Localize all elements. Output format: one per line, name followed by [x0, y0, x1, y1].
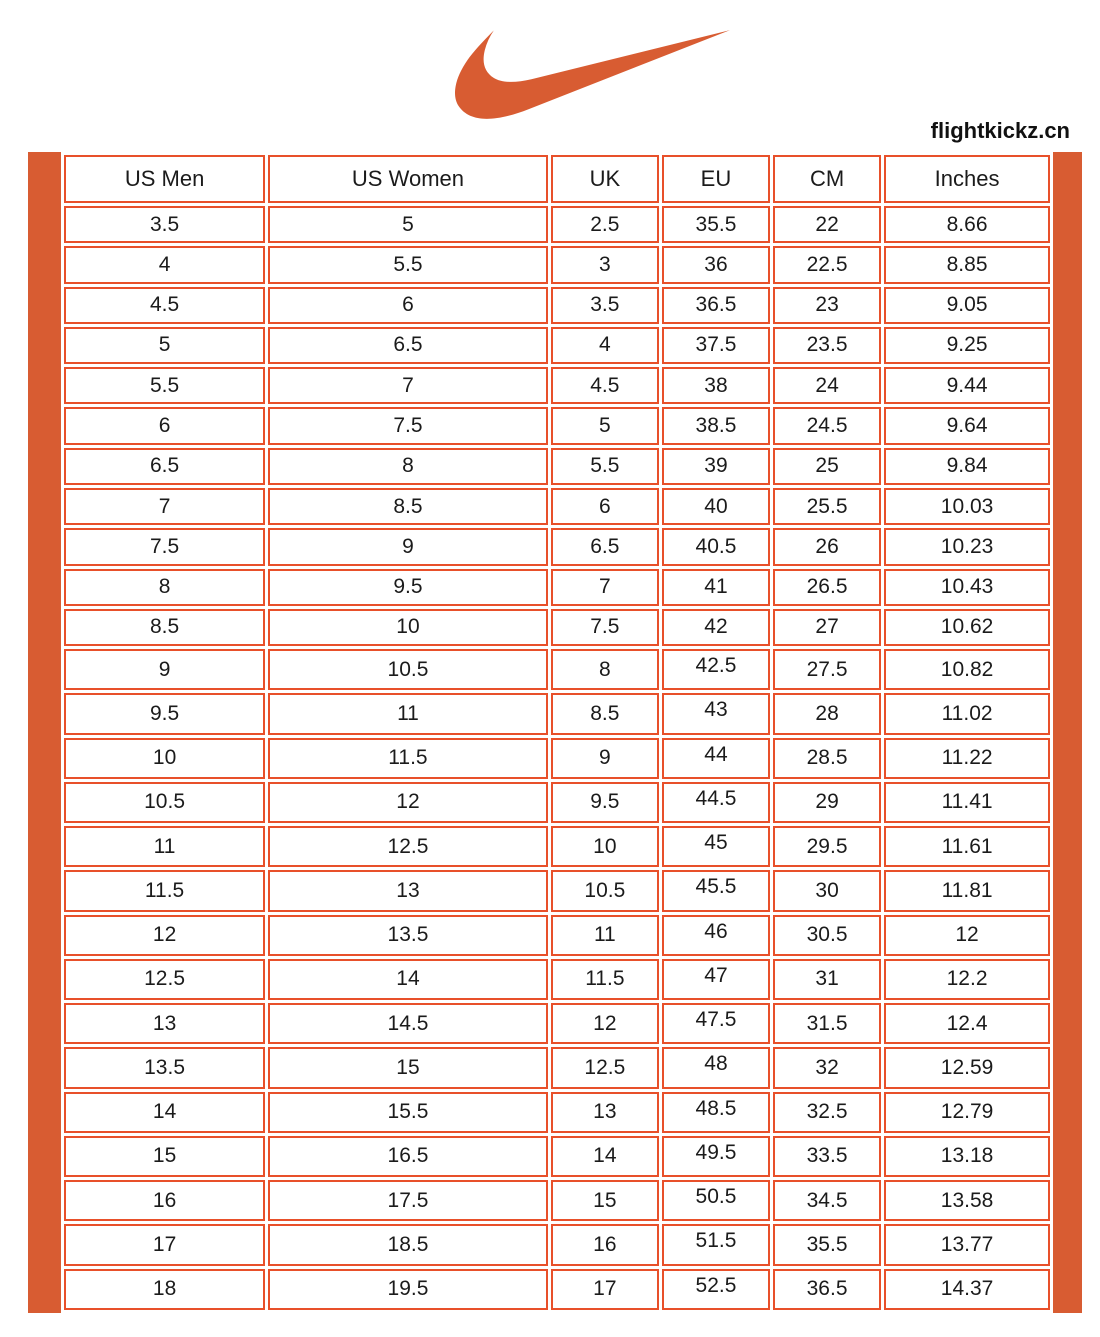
table-row [64, 915, 1050, 956]
right-accent-bar [1053, 152, 1082, 1313]
table-cell: 6.5 [268, 327, 548, 364]
table-cell: 11.81 [884, 870, 1050, 911]
table-cell: 39 [662, 448, 770, 485]
table-cell: 14.37 [884, 1269, 1050, 1310]
table-cell: 5 [64, 327, 265, 364]
table-cell: 45.5 [662, 870, 770, 911]
table-cell: 10.62 [884, 609, 1050, 646]
table-cell: 10.03 [884, 488, 1050, 525]
table-cell: 9.5 [64, 693, 265, 734]
table-cell: 9.5 [551, 782, 659, 823]
table-cell: 10.5 [268, 649, 548, 690]
table-row [64, 367, 1050, 404]
table-cell: 29 [773, 782, 881, 823]
table-cell: 2.5 [551, 206, 659, 243]
table-cell: 34.5 [773, 1180, 881, 1221]
table-cell: 25.5 [773, 488, 881, 525]
table-row [64, 1136, 1050, 1177]
table-cell: 36.5 [662, 287, 770, 324]
table-cell: 31 [773, 959, 881, 1000]
table-cell: 11.22 [884, 738, 1050, 779]
table-cell: 11.5 [551, 959, 659, 1000]
table-cell: 14 [64, 1092, 265, 1133]
table-cell: 12.79 [884, 1092, 1050, 1133]
column-header-cm: CM [773, 155, 881, 203]
table-row [64, 569, 1050, 606]
table-cell: 22.5 [773, 246, 881, 283]
table-cell: 8.85 [884, 246, 1050, 283]
column-header-inches: Inches [884, 155, 1050, 203]
table-row [64, 1003, 1050, 1044]
table-cell: 46 [662, 915, 770, 956]
table-cell: 19.5 [268, 1269, 548, 1310]
table-cell: 32.5 [773, 1092, 881, 1133]
table-cell: 27.5 [773, 649, 881, 690]
table-cell: 12 [64, 915, 265, 956]
table-cell: 47.5 [662, 1003, 770, 1044]
table-cell: 8.5 [268, 488, 548, 525]
table-cell: 13.77 [884, 1224, 1050, 1265]
column-header-us-men: US Men [64, 155, 265, 203]
table-cell: 10.82 [884, 649, 1050, 690]
table-cell: 8.5 [551, 693, 659, 734]
table-cell: 9 [268, 528, 548, 565]
column-header-uk: UK [551, 155, 659, 203]
table-cell: 8 [268, 448, 548, 485]
table-cell: 12.59 [884, 1047, 1050, 1088]
table-row [64, 609, 1050, 646]
table-row [64, 1047, 1050, 1088]
table-cell: 33.5 [773, 1136, 881, 1177]
table-cell: 12 [551, 1003, 659, 1044]
table-cell: 26.5 [773, 569, 881, 606]
table-row [64, 327, 1050, 364]
table-cell: 23.5 [773, 327, 881, 364]
table-cell: 6 [64, 407, 265, 444]
table-cell: 11.5 [64, 870, 265, 911]
table-cell: 10.23 [884, 528, 1050, 565]
table-cell: 3 [551, 246, 659, 283]
table-cell: 37.5 [662, 327, 770, 364]
table-cell: 31.5 [773, 1003, 881, 1044]
table-cell: 11.5 [268, 738, 548, 779]
table-cell: 4 [64, 246, 265, 283]
table-cell: 9.5 [268, 569, 548, 606]
table-cell: 12.5 [64, 959, 265, 1000]
table-cell: 12.5 [551, 1047, 659, 1088]
table-cell: 12.5 [268, 826, 548, 867]
table-cell: 18.5 [268, 1224, 548, 1265]
table-cell: 8.5 [64, 609, 265, 646]
table-cell: 38.5 [662, 407, 770, 444]
table-cell: 8 [64, 569, 265, 606]
table-cell: 5.5 [551, 448, 659, 485]
table-row [64, 287, 1050, 324]
table-row [64, 782, 1050, 823]
table-row [64, 649, 1050, 690]
table-row [64, 407, 1050, 444]
header-row [64, 155, 1050, 203]
table-cell: 12.4 [884, 1003, 1050, 1044]
table-cell: 11.02 [884, 693, 1050, 734]
table-row [64, 1180, 1050, 1221]
table-cell: 12 [268, 782, 548, 823]
table-cell: 51.5 [662, 1224, 770, 1265]
table-cell: 4.5 [64, 287, 265, 324]
table-cell: 50.5 [662, 1180, 770, 1221]
table-cell: 11 [64, 826, 265, 867]
table-cell: 42.5 [662, 649, 770, 690]
table-cell: 28 [773, 693, 881, 734]
table-cell: 12 [884, 915, 1050, 956]
table-row [64, 206, 1050, 243]
table-cell: 15 [551, 1180, 659, 1221]
table-row [64, 826, 1050, 867]
table-cell: 14 [268, 959, 548, 1000]
table-row [64, 738, 1050, 779]
table-cell: 35.5 [773, 1224, 881, 1265]
table-cell: 24.5 [773, 407, 881, 444]
table-cell: 13 [551, 1092, 659, 1133]
swoosh-icon [455, 28, 730, 122]
table-cell: 10 [551, 826, 659, 867]
table-cell: 15.5 [268, 1092, 548, 1133]
table-cell: 7.5 [551, 609, 659, 646]
table-cell: 10.5 [64, 782, 265, 823]
table-cell: 7 [268, 367, 548, 404]
table-cell: 13.58 [884, 1180, 1050, 1221]
table-cell: 29.5 [773, 826, 881, 867]
table-cell: 7 [551, 569, 659, 606]
left-accent-bar [28, 152, 61, 1313]
table-cell: 16 [64, 1180, 265, 1221]
table-row [64, 870, 1050, 911]
table-cell: 6.5 [551, 528, 659, 565]
site-watermark: flightkickz.cn [930, 118, 1070, 143]
table-cell: 10.5 [551, 870, 659, 911]
table-row [64, 448, 1050, 485]
table-cell: 10.43 [884, 569, 1050, 606]
table-cell: 13 [64, 1003, 265, 1044]
table-cell: 23 [773, 287, 881, 324]
table-row [64, 1224, 1050, 1265]
table-cell: 44 [662, 738, 770, 779]
table-cell: 17.5 [268, 1180, 548, 1221]
table-cell: 16 [551, 1224, 659, 1265]
table-cell: 11.61 [884, 826, 1050, 867]
table-cell: 49.5 [662, 1136, 770, 1177]
table-cell: 17 [551, 1269, 659, 1310]
table-cell: 3.5 [64, 206, 265, 243]
table-cell: 17 [64, 1224, 265, 1265]
table-cell: 8 [551, 649, 659, 690]
table-cell: 10 [268, 609, 548, 646]
table-cell: 6 [551, 488, 659, 525]
table-cell: 41 [662, 569, 770, 606]
table-cell: 11 [268, 693, 548, 734]
table-cell: 9.84 [884, 448, 1050, 485]
table-cell: 7.5 [64, 528, 265, 565]
table-cell: 43 [662, 693, 770, 734]
table-cell: 40.5 [662, 528, 770, 565]
table-cell: 7.5 [268, 407, 548, 444]
table-cell: 18 [64, 1269, 265, 1310]
table-cell: 4 [551, 327, 659, 364]
table-cell: 48.5 [662, 1092, 770, 1133]
table-cell: 32 [773, 1047, 881, 1088]
table-cell: 11.41 [884, 782, 1050, 823]
table-cell: 36 [662, 246, 770, 283]
table-cell: 10 [64, 738, 265, 779]
table-cell: 15 [268, 1047, 548, 1088]
table-cell: 13.5 [268, 915, 548, 956]
table-row [64, 1092, 1050, 1133]
table-cell: 30 [773, 870, 881, 911]
table-cell: 15 [64, 1136, 265, 1177]
table-cell: 12.2 [884, 959, 1050, 1000]
table-cell: 28.5 [773, 738, 881, 779]
table-row [64, 1269, 1050, 1310]
table-cell: 5 [268, 206, 548, 243]
table-cell: 27 [773, 609, 881, 646]
table-cell: 30.5 [773, 915, 881, 956]
table-cell: 11 [551, 915, 659, 956]
table-row [64, 693, 1050, 734]
table-cell: 9 [551, 738, 659, 779]
table-cell: 22 [773, 206, 881, 243]
table-cell: 26 [773, 528, 881, 565]
size-chart-table [61, 152, 1053, 1313]
table-cell: 7 [64, 488, 265, 525]
table-cell: 6 [268, 287, 548, 324]
table-cell: 9.44 [884, 367, 1050, 404]
table-cell: 14.5 [268, 1003, 548, 1044]
table-cell: 47 [662, 959, 770, 1000]
table-row [64, 528, 1050, 565]
table-cell: 40 [662, 488, 770, 525]
table-row [64, 959, 1050, 1000]
table-row [64, 246, 1050, 283]
table-cell: 4.5 [551, 367, 659, 404]
column-header-us-women: US Women [268, 155, 548, 203]
table-cell: 25 [773, 448, 881, 485]
table-cell: 5.5 [64, 367, 265, 404]
table-cell: 36.5 [773, 1269, 881, 1310]
table-cell: 48 [662, 1047, 770, 1088]
table-cell: 16.5 [268, 1136, 548, 1177]
table-cell: 35.5 [662, 206, 770, 243]
table-cell: 5.5 [268, 246, 548, 283]
table-cell: 44.5 [662, 782, 770, 823]
table-cell: 13.5 [64, 1047, 265, 1088]
table-cell: 6.5 [64, 448, 265, 485]
nike-swoosh-logo [455, 28, 730, 122]
size-chart-frame [28, 152, 1082, 1313]
table-cell: 42 [662, 609, 770, 646]
table-cell: 14 [551, 1136, 659, 1177]
table-cell: 8.66 [884, 206, 1050, 243]
table-cell: 9 [64, 649, 265, 690]
table-cell: 3.5 [551, 287, 659, 324]
table-cell: 38 [662, 367, 770, 404]
table-cell: 45 [662, 826, 770, 867]
table-cell: 5 [551, 407, 659, 444]
table-cell: 13.18 [884, 1136, 1050, 1177]
table-row [64, 488, 1050, 525]
table-cell: 9.64 [884, 407, 1050, 444]
column-header-eu: EU [662, 155, 770, 203]
table-cell: 9.25 [884, 327, 1050, 364]
table-cell: 24 [773, 367, 881, 404]
table-cell: 13 [268, 870, 548, 911]
table-cell: 52.5 [662, 1269, 770, 1310]
table-cell: 9.05 [884, 287, 1050, 324]
